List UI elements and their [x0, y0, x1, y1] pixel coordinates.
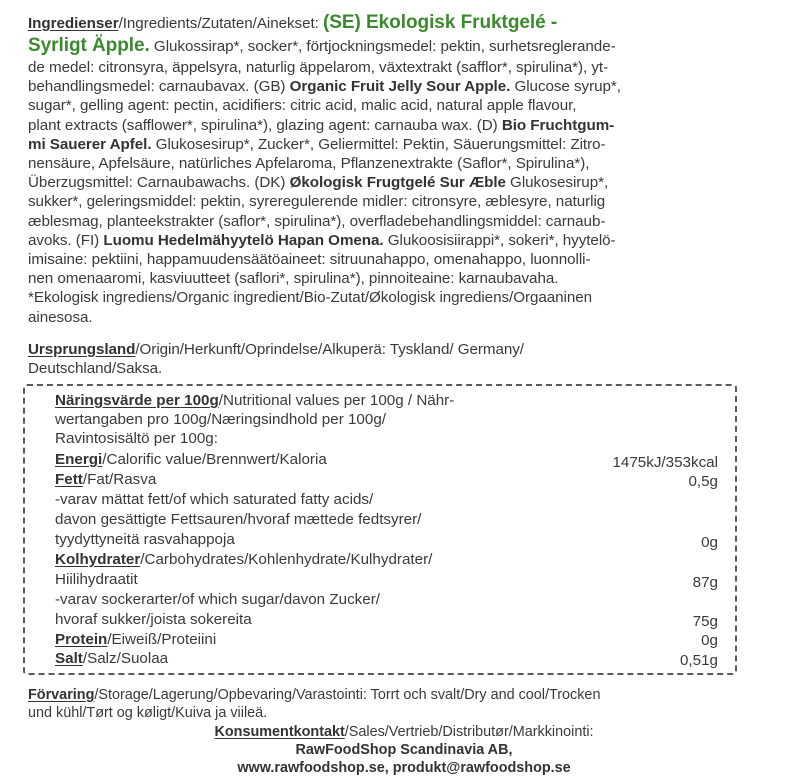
nutrition-heading: Ravintosisältö per 100g: [55, 430, 218, 447]
organic-footnote: ainesosa. [28, 308, 93, 326]
contact-line [28, 723, 780, 741]
nutrient-label-fat [55, 470, 156, 490]
company-name [28, 741, 780, 759]
nutrition-table [23, 384, 737, 675]
ingredients-text: Glucose syrup*, [510, 78, 621, 96]
ingredients-text: plant extracts (safflower*, spirulina*), glazing agent: carnauba wax. (D) [28, 116, 502, 134]
nutrient-value-fat: 0,5g [688, 473, 718, 490]
nutrition-heading-text: /Nutritional values per 100g / Nähr- [218, 392, 455, 409]
ingredients-heading: Ingredienser [28, 15, 119, 32]
ingredients-languages: /Ingredients/Zutaten/Ainekset: [118, 15, 324, 32]
nutrient-label-salt [55, 649, 168, 669]
ingredients-section [28, 12, 621, 327]
company-contact [28, 759, 780, 777]
nutrient-label-sugars: -varav sockerarter/of which sugar/davon Zucker/ [55, 591, 380, 608]
product-name-de: Bio Fruchtgum- [501, 116, 615, 134]
ingredients-text: behandlingsmedel: carnaubavax. (GB) [28, 78, 290, 96]
ingredients-line [28, 12, 621, 35]
ingredients-line: imisaine: pektiini, happamuudensäätöaineet: sitruunahappo, omenahappo, luonnolli- [28, 251, 591, 269]
ingredients-text: Überzugsmittel: Carnaubawachs. (DK) [28, 174, 290, 192]
nutrient-label-carbs: Hiilihydraatit [55, 571, 138, 588]
nutrient-name: Fett [55, 471, 83, 488]
nutrition-heading-bold: Näringsvärde per 100g [55, 392, 219, 409]
nutrient-value-protein: 0g [701, 632, 718, 649]
nutrient-value-sugars: 75g [692, 613, 718, 630]
storage-text: /Storage/Lagerung/Opbevaring/Varastointi: Torrt och svalt/Dry and cool/Trocken [94, 687, 601, 703]
storage-line: und kühl/Tørt og køligt/Kuiva ja viileä. [28, 705, 268, 722]
ingredients-line: nen omenaaromi, kasviuutteet (saflori*, spirulina*), pinnoiteaine: karnaubavaha. [28, 270, 559, 288]
company-name-text: RawFoodShop Scandinavia AB, [295, 742, 513, 758]
origin-line: Deutschland/Saksa. [28, 360, 163, 378]
nutrient-label-saturates: tyydyttyneitä rasvahappoja [55, 531, 235, 548]
nutrient-translations: /Eiweiß/Proteiini [107, 631, 217, 648]
nutrient-label-protein [55, 630, 216, 650]
ingredients-text: avoks. (FI) [28, 231, 104, 249]
nutrient-name: Kolhydrater [55, 551, 141, 568]
ingredients-text: Glukosesirup*, Zucker*, Geliermittel: Pektin, Säuerungsmittel: Zitro- [151, 135, 606, 153]
ingredients-text: Glukosesirup*, [505, 174, 609, 192]
ingredients-line: nensäure, Apfelsäure, natürliches Apfelaroma, Pflanzenextrakte (Saflor*, Spirulina*), [28, 155, 590, 173]
nutrient-label-carbs [55, 550, 432, 570]
ingredients-line [28, 116, 621, 135]
contact-heading: Konsumentkontakt [214, 724, 345, 740]
ingredients-line [28, 173, 621, 192]
nutrient-label-sugars: hvoraf sukker/joista sokereita [55, 611, 252, 628]
nutrient-label-energy [55, 450, 327, 470]
product-name-se: (SE) Ekologisk Fruktgelé - [323, 12, 558, 33]
ingredients-line [28, 77, 621, 96]
product-name-fi: Luomu Hedelmähyytelö Hapan Omena. [103, 231, 384, 249]
nutrient-value-energy: 1475kJ/353kcal [612, 454, 718, 471]
website-email: www.rawfoodshop.se, produkt@rawfoodshop.se [237, 760, 571, 776]
nutrient-label-saturates: davon gesättigte Fettsauren/hvoraf mættede fedtsyrer/ [55, 511, 422, 528]
nutrient-value-saturates: 0g [701, 534, 718, 551]
nutrition-heading: wertangaben pro 100g/Næringsindhold per 100g/ [55, 411, 386, 428]
nutrient-value-carbs: 87g [692, 574, 718, 591]
ingredients-text: Glukossirap*, socker*, förtjockningsmedel: pektin, surhetsreglerande- [149, 38, 616, 55]
nutrient-name: Energi [55, 451, 103, 468]
storage-info [28, 686, 600, 723]
storage-line [28, 686, 600, 704]
origin-section [28, 340, 524, 378]
origin-text: /Origin/Herkunft/Oprindelse/Alkuperä: Tyskland/ Germany/ [135, 341, 524, 358]
origin-heading: Ursprungsland [28, 341, 136, 358]
product-name-de-cont: mi Sauerer Apfel. [28, 135, 152, 153]
nutrient-translations: /Salz/Suolaa [82, 650, 169, 667]
ingredients-text: Glukoosisiirappi*, sokeri*, hyytelö- [383, 231, 616, 249]
ingredients-line [28, 35, 621, 58]
product-name-gb: Organic Fruit Jelly Sour Apple. [289, 78, 511, 96]
organic-footnote: *Ekologisk ingrediens/Organic ingredient/Bio-Zutat/Økologisk ingrediens/Orgaaninen [28, 289, 593, 307]
nutrient-label-saturates: -varav mättat fett/of which saturated fatty acids/ [55, 491, 374, 508]
nutrient-name: Protein [55, 631, 108, 648]
ingredients-line [28, 231, 621, 250]
ingredients-line: sukker*, geleringsmiddel: pektin, syreregulerende midler: citronsyre, æblesyre, naturlig [28, 193, 606, 211]
nutrient-name: Salt [55, 650, 83, 667]
product-name-se-cont: Syrligt Äpple. [28, 35, 150, 56]
ingredients-line: de medel: citronsyra, äppelsyra, naturlig äppelarom, växtextrakt (safflor*, spirulina*), yt- [28, 59, 609, 76]
origin-line [28, 340, 524, 359]
ingredients-line [28, 135, 621, 154]
nutrition-heading [55, 391, 454, 411]
storage-heading: Förvaring [28, 687, 95, 703]
nutrient-translations: /Fat/Rasva [82, 471, 157, 488]
product-name-dk: Økologisk Frugtgelé Sur Æble [289, 174, 506, 192]
contact-text: /Sales/Vertrieb/Distributør/Markkinointi: [344, 724, 594, 740]
ingredients-line: sugar*, gelling agent: pectin, acidifiers: citric acid, malic acid, natural apple flavour, [28, 97, 577, 115]
ingredients-line: æblesmag, planteekstrakter (saflor*, spirulina*), overfladebehandlingsmiddel: carnaub- [28, 212, 606, 230]
nutrient-translations: /Calorific value/Brennwert/Kaloria [102, 451, 327, 468]
nutrient-value-salt: 0,51g [679, 652, 718, 669]
nutrient-translations: /Carbohydrates/Kohlenhydrate/Kulhydrater/ [140, 551, 433, 568]
